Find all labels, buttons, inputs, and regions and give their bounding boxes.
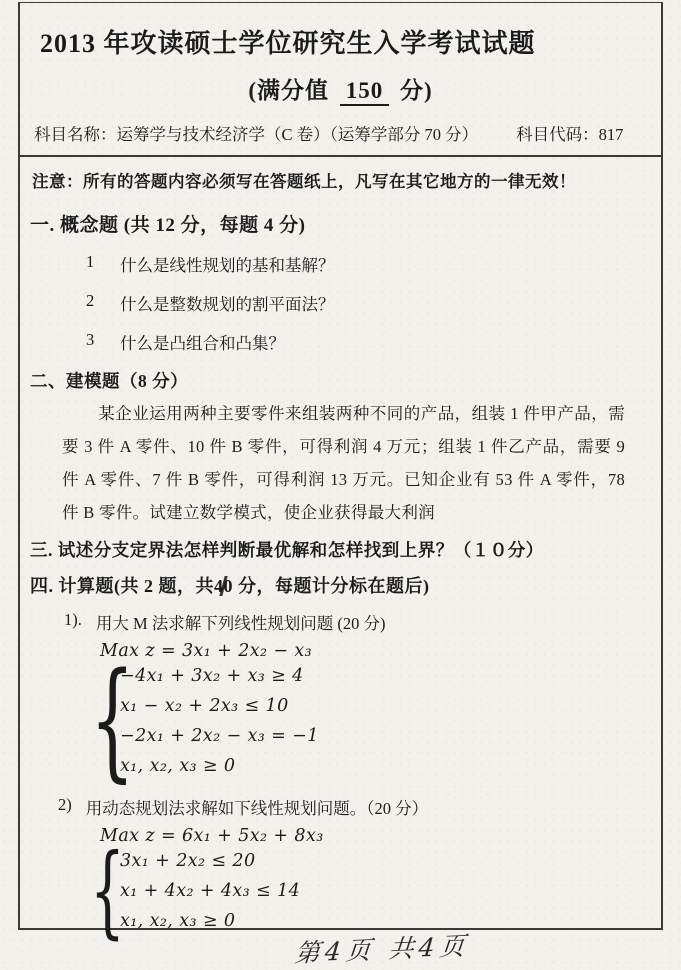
section4-heading bbox=[30, 572, 653, 598]
constraint: x₁ + 4x₂ + 4x₃ ≤ 14 bbox=[120, 881, 301, 901]
question-number: 1 bbox=[86, 252, 95, 271]
section2-heading: 二、建模题（8 分） bbox=[30, 371, 189, 391]
full-score-suffix: 分) bbox=[400, 78, 433, 103]
question-number: 3 bbox=[86, 330, 95, 349]
section4-heading-suffix: 分，每题计分标在题后) bbox=[233, 576, 430, 596]
calc-problem-1 bbox=[64, 610, 653, 634]
problem-2-text: 用动态规划法求解如下线性规划问题。（20 分） bbox=[85, 799, 429, 818]
question-number: 2 bbox=[86, 291, 95, 310]
full-score-prefix: (满分值 bbox=[248, 78, 329, 103]
question-text: 什么是整数规划的割平面法？ bbox=[120, 295, 335, 314]
full-score-line bbox=[20, 72, 661, 106]
problem-1-objective: Max z = 3x₁ + 2x₂ − x₃ bbox=[100, 641, 313, 661]
handwritten-page-number: 第4页 共4页 bbox=[293, 931, 471, 968]
problem-1-label: 1). bbox=[64, 610, 82, 629]
modeling-problem-text: 某企业运用两种主要零件来组装两种不同的产品，组装 1 件甲产品，需要 3 件 A 零件、10 件 B 零件，可得利润 4 万元；组装 1 件乙产品，需要 9 件 A 零件、7 件 B 零件，可得利润 13 万元。已知企业有 53 件 A 零件，78 件 B 零件。试建立数学模式，使企业获得最大利润 bbox=[62, 404, 625, 522]
section4-heading-prefix: 四. 计算题(共 2 题，共 bbox=[30, 576, 214, 596]
problem-2-label: 2) bbox=[58, 795, 72, 814]
section4-total-score: 40 bbox=[214, 576, 233, 596]
constraint: 3x₁ + 2x₂ ≤ 20 bbox=[120, 851, 256, 871]
full-score-value: 150 bbox=[340, 78, 390, 106]
section1-heading: 一. 概念题 (共 12 分，每题 4 分) bbox=[30, 215, 306, 236]
concept-question-3 bbox=[86, 330, 653, 354]
constraint: x₁, x₂, x₃ ≥ 0 bbox=[120, 911, 236, 931]
concept-question-2 bbox=[86, 291, 653, 315]
subject-name: 科目名称：运筹学与技术经济学（C 卷）（运筹学部分 70 分） bbox=[34, 125, 479, 144]
constraint-lines bbox=[120, 846, 300, 936]
exam-border-box bbox=[18, 2, 663, 949]
subject-code: 科目代码：817 bbox=[516, 125, 624, 144]
notice-line: 注意：所有的答题内容必须写在答题纸上，凡写在其它地方的一律无效！ bbox=[32, 172, 576, 191]
constraint: −2x₁ + 2x₂ − x₃ = −1 bbox=[120, 726, 319, 746]
constraint: x₁, x₂, x₃ ≥ 0 bbox=[120, 756, 236, 776]
constraint-lines bbox=[120, 661, 319, 781]
problem-2-objective: Max z = 6x₁ + 5x₂ + 8x₃ bbox=[100, 826, 324, 846]
left-brace-icon: { bbox=[90, 832, 125, 949]
exam-title: 2013 年攻读硕士学位研究生入学考试试题 bbox=[40, 29, 536, 58]
exam-body bbox=[20, 210, 661, 949]
question-text: 什么是线性规划的基和基解？ bbox=[120, 256, 335, 275]
problem-1-text: 用大 M 法求解下列线性规划问题 (20 分) bbox=[95, 614, 386, 633]
question-text: 什么是凸组合和凸集？ bbox=[120, 334, 285, 353]
constraint: −4x₁ + 3x₂ + x₃ ≥ 4 bbox=[120, 666, 304, 686]
exam-header bbox=[20, 23, 661, 157]
subject-row bbox=[34, 121, 661, 145]
constraint: x₁ − x₂ + 2x₃ ≤ 10 bbox=[120, 696, 289, 716]
concept-question-1 bbox=[86, 252, 653, 276]
left-brace-icon: { bbox=[90, 646, 135, 796]
calc-problem-2 bbox=[58, 795, 653, 819]
section3-heading: 三. 试述分支定界法怎样判断最优解和怎样找到上界？（１０分） bbox=[30, 540, 544, 560]
